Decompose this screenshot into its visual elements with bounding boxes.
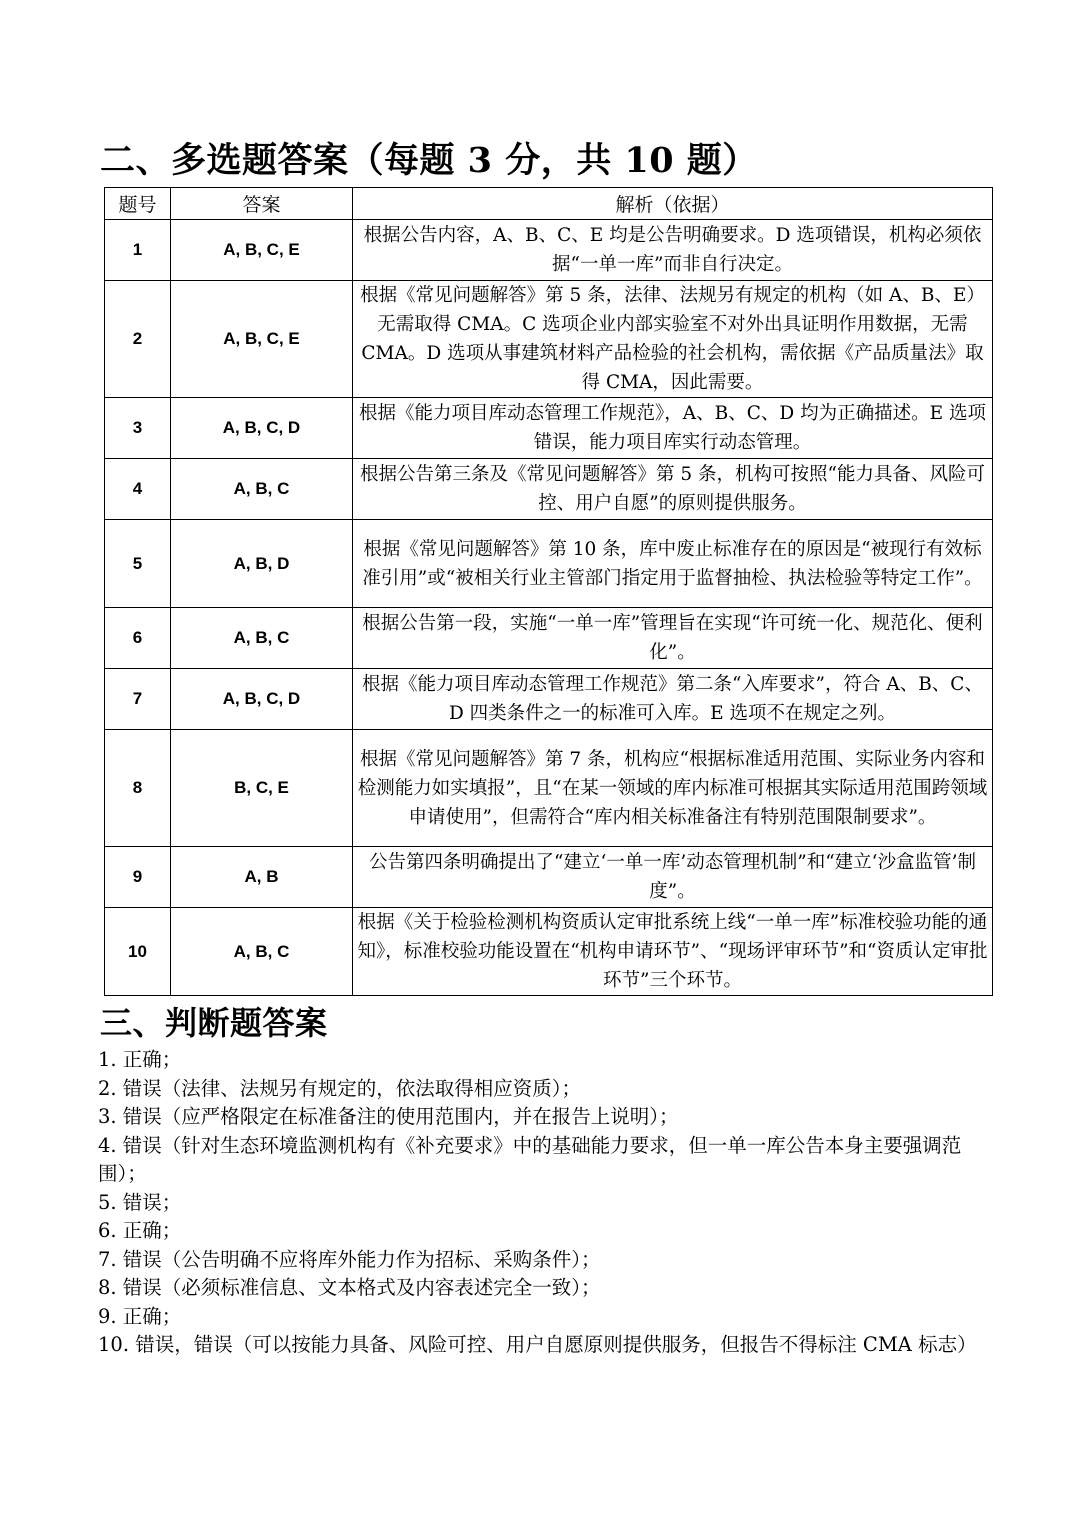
table-row	[105, 398, 993, 459]
list-item: 9. 正确；	[98, 1304, 182, 1328]
table-row	[105, 281, 993, 398]
table-row	[105, 520, 993, 608]
table-row	[105, 908, 993, 996]
table-row	[105, 669, 993, 730]
question-number: 6	[105, 608, 171, 669]
list-item: 7. 错误（公告明确不应将库外能力作为招标、采购条件）；	[98, 1247, 601, 1271]
true-false-answer-list	[98, 1046, 988, 1360]
question-number: 10	[105, 908, 171, 996]
table-header-row	[105, 188, 993, 220]
list-item: 6. 正确；	[98, 1219, 182, 1242]
list-item: 1. 正确；	[98, 1048, 182, 1071]
question-number: 3	[105, 398, 171, 459]
list-item: 3. 错误（应严格限定在标准备注的使用范围内，并在报告上说明）；	[98, 1105, 679, 1128]
question-number: 1	[105, 220, 171, 281]
list-item: 10. 错误，错误（可以按能力具备、风险可控、用户自愿原则提供服务，但报告不得标注 CMA 标志）	[98, 1333, 977, 1356]
section-3-title: 三、判断题答案	[100, 1004, 328, 1042]
answer-cell: B, C, E	[171, 730, 353, 847]
answer-cell: A, B, C	[171, 608, 353, 669]
list-item: 8. 错误（必须标准信息、文本格式及内容表述完全一致）；	[98, 1276, 601, 1299]
explanation-cell: 根据公告第一段，实施“一单一库”管理旨在实现“许可统一化、规范化、便利化”。	[353, 608, 993, 669]
question-number: 9	[105, 847, 171, 908]
header-explanation: 解析（依据）	[353, 188, 993, 220]
table-row	[105, 459, 993, 520]
list-item: 5. 错误；	[98, 1190, 182, 1214]
explanation-cell: 根据《常见问题解答》第 5 条，法律、法规另有规定的机构（如 A、B、E）无需取得 CMA。C 选项企业内部实验室不对外出具证明作用数据，无需 CMA。D 选项从事建筑材料产品检验的社会机构，需依据《产品质量法》取得 CMA，因此需要。	[353, 281, 993, 398]
table-row	[105, 847, 993, 908]
table-row	[105, 220, 993, 281]
explanation-cell: 根据公告内容，A、B、C、E 均是公告明确要求。D 选项错误，机构必须依据“一单一库”而非自行决定。	[353, 220, 993, 281]
question-number: 2	[105, 281, 171, 398]
header-answer: 答案	[171, 188, 353, 220]
explanation-cell: 根据《常见问题解答》第 10 条，库中废止标准存在的原因是“被现行有效标准引用”或“被相关行业主管部门指定用于监督抽检、执法检验等特定工作”。	[353, 520, 993, 608]
section-2-title: 二、多选题答案（每题 3 分，共 10 题）	[100, 140, 758, 181]
table-row	[105, 608, 993, 669]
explanation-cell: 公告第四条明确提出了“建立‘一单一库’动态管理机制”和“建立‘沙盒监管’制度”。	[353, 847, 993, 908]
question-number: 5	[105, 520, 171, 608]
list-item: 2. 错误（法律、法规另有规定的，依法取得相应资质）；	[98, 1076, 582, 1100]
header-question-number: 题号	[105, 188, 171, 220]
explanation-cell: 根据《关于检验检测机构资质认定审批系统上线“一单一库”标准校验功能的通知》，标准校验功能设置在“机构申请环节”、“现场评审环节”和“资质认定审批环节”三个环节。	[353, 908, 993, 996]
explanation-cell: 根据《能力项目库动态管理工作规范》，A、B、C、D 均为正确描述。E 选项错误，能力项目库实行动态管理。	[353, 398, 993, 459]
explanation-cell: 根据《能力项目库动态管理工作规范》第二条“入库要求”，符合 A、B、C、D 四类条件之一的标准可入库。E 选项不在规定之列。	[353, 669, 993, 730]
answer-cell: A, B, C, D	[171, 669, 353, 730]
explanation-cell: 根据《常见问题解答》第 7 条，机构应“根据标准适用范围、实际业务内容和检测能力如实填报”，且“在某一领域的库内标准可根据其实际适用范围跨领域申请使用”，但需符合“库内相关标准备注有特别范围限制要求”。	[353, 730, 993, 847]
question-number: 4	[105, 459, 171, 520]
answer-cell: A, B, D	[171, 520, 353, 608]
list-item: 4. 错误（针对生态环境监测机构有《补充要求》中的基础能力要求，但一单一库公告本身主要强调范围）；	[98, 1133, 962, 1185]
answer-cell: A, B	[171, 847, 353, 908]
answer-cell: A, B, C, E	[171, 220, 353, 281]
table-row	[105, 730, 993, 847]
answer-cell: A, B, C, E	[171, 281, 353, 398]
question-number: 8	[105, 730, 171, 847]
answer-cell: A, B, C, D	[171, 398, 353, 459]
question-number: 7	[105, 669, 171, 730]
explanation-cell: 根据公告第三条及《常见问题解答》第 5 条，机构可按照“能力具备、风险可控、用户自愿”的原则提供服务。	[353, 459, 993, 520]
multiple-choice-answer-table	[104, 187, 993, 996]
answer-cell: A, B, C	[171, 908, 353, 996]
answer-cell: A, B, C	[171, 459, 353, 520]
